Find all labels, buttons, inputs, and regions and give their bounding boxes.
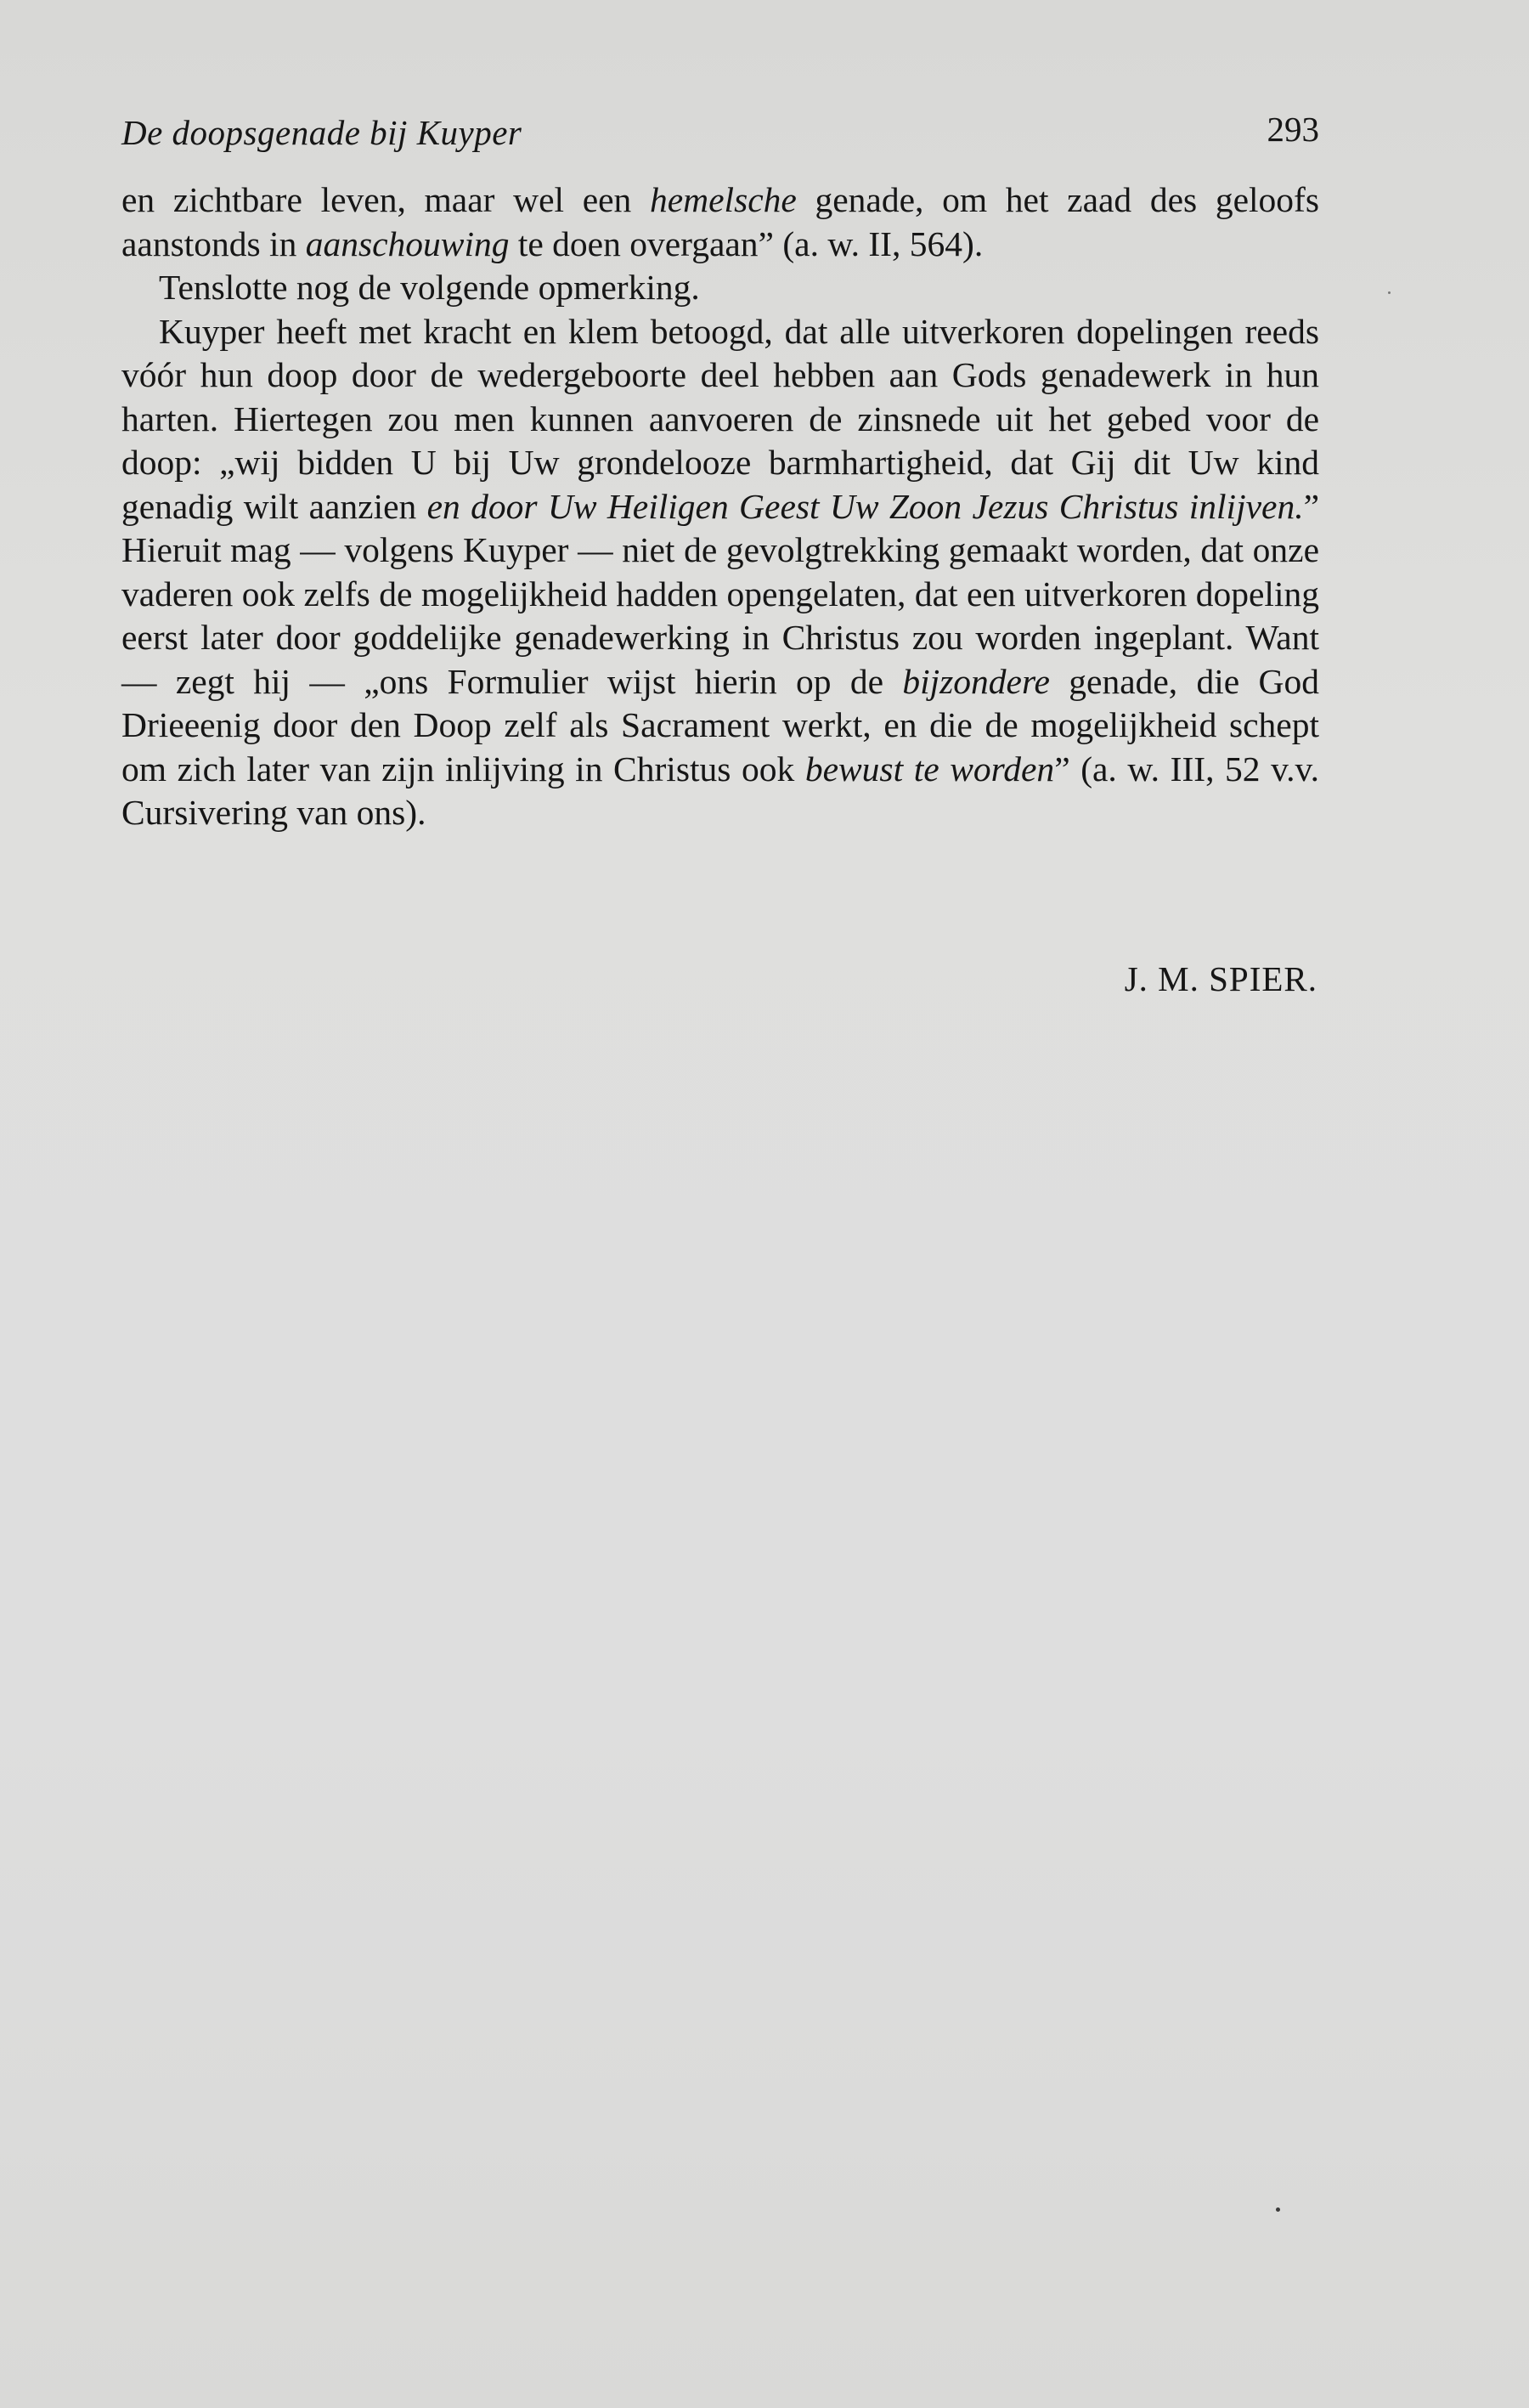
italic-run: en door Uw Heiligen Geest Uw Zoon Jezus Christus inlijven. bbox=[426, 486, 1304, 526]
text-run: en zichtbare leven, maar wel een bbox=[121, 180, 650, 219]
text-run: genade, die God Drieeenig door den Doop zelf als Sacrament werkt, en die de mogelijkheid schept om zich later van zijn inlijving in Christus ook bbox=[121, 661, 1319, 789]
text-run: ” Hieruit mag — volgens Kuyper — niet de gevolgtrekking gemaakt worden, dat onze vaderen ook zelfs de mogelijkheid hadden opengelaten, dat een uitverkoren dopeling eerst later door goddelijke genadewerking in Christus zou worden ingeplant. Want — zegt hij — „ons Formulier wijst hierin op de bbox=[121, 486, 1319, 701]
paragraph-continuation bbox=[121, 178, 1319, 266]
running-title: De doopsgenade bij Kuyper bbox=[121, 113, 522, 152]
text-run: Tenslotte nog de volgende opmerking. bbox=[159, 268, 700, 307]
italic-run: bijzondere bbox=[902, 661, 1050, 701]
paragraph-argument bbox=[121, 310, 1319, 835]
italic-run: bewust te worden bbox=[804, 749, 1055, 789]
italic-run: aanschouwing bbox=[305, 223, 510, 263]
paper-speck bbox=[1388, 291, 1391, 294]
paragraph-remark-intro bbox=[121, 266, 1319, 310]
running-head bbox=[121, 109, 1319, 160]
author-signature: J. M. SPIER. bbox=[1124, 959, 1317, 998]
paper-speck bbox=[1276, 2207, 1280, 2212]
text-run: Kuyper heeft met kracht en klem betoogd, dat alle uitverkoren dopelingen reeds vóór hun doop door de wedergeboorte deel hebben aan Gods genadewerk in hun harten. Hiertegen zou men kunnen aanvoeren de zinsnede uit het gebed voor de doop: „wij bidden U bij Uw grondelooze barmhartigheid, dat Gij dit Uw kind genadig wilt aanzien bbox=[121, 311, 1319, 526]
text-run: ” (a. w. III, 52 v.v. Cursivering van ons). bbox=[121, 749, 1319, 832]
text-run: genade, om het zaad des geloofs aanstonds in bbox=[121, 180, 1319, 263]
body-text bbox=[121, 178, 1319, 835]
italic-run: hemelsche bbox=[649, 180, 797, 219]
text-run: te doen overgaan” (a. w. II, 564). bbox=[509, 223, 984, 263]
page-number: 293 bbox=[1267, 110, 1319, 149]
